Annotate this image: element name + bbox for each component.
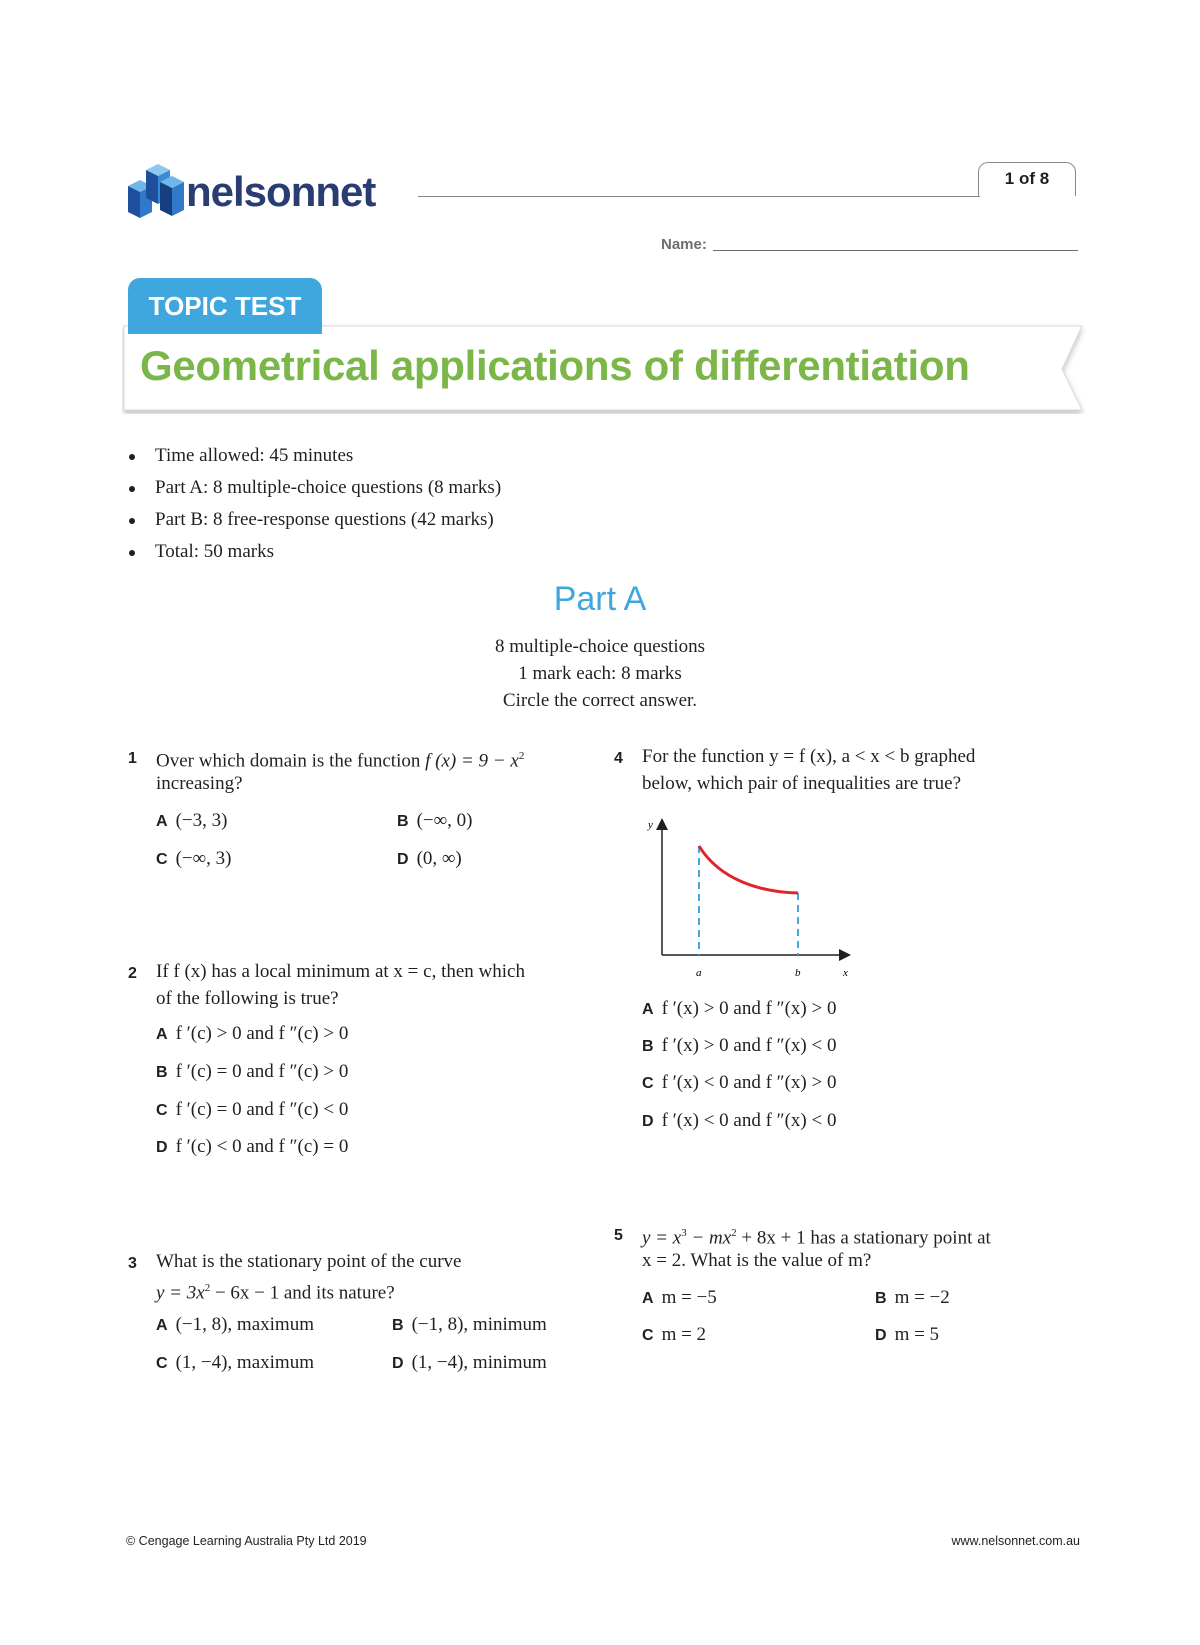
topic-test-badge: TOPIC TEST xyxy=(128,278,322,334)
option-d[interactable]: D (1, −4), minimum xyxy=(392,1352,547,1373)
option-a[interactable]: A f ′(c) > 0 and f ″(c) > 0 xyxy=(156,1023,349,1044)
option-b[interactable]: B (−∞, 0) xyxy=(397,810,473,831)
option-c[interactable]: C f ′(c) = 0 and f ″(c) < 0 xyxy=(156,1099,349,1120)
option-c[interactable]: C (−∞, 3) xyxy=(156,848,232,869)
info-item: Total: 50 marks xyxy=(126,536,501,568)
option-a[interactable]: A (−3, 3) xyxy=(156,810,228,831)
nelsonnet-logo xyxy=(126,156,416,226)
question-2-text: of the following is true? xyxy=(156,988,339,1009)
svg-text:nelsonnet: nelsonnet xyxy=(186,168,376,215)
name-label: Name: xyxy=(661,236,707,253)
question-2-text: If f (x) has a local minimum at x = c, then which xyxy=(156,961,525,982)
question-number: 4 xyxy=(614,750,623,767)
question-1-text: increasing? xyxy=(156,773,243,794)
question-number: 1 xyxy=(128,750,137,767)
page-title: Geometrical applications of differentiation xyxy=(140,342,970,389)
curve xyxy=(699,846,798,893)
footer-url[interactable]: www.nelsonnet.com.au xyxy=(951,1534,1080,1548)
question-3-text: $y = 3x^2 - 6x - 1$ and its nature? xyxy=(156,1282,395,1304)
option-b[interactable]: B f ′(c) = 0 and f ″(c) > 0 xyxy=(156,1061,349,1082)
part-a-subtitle: 1 mark each: 8 marks xyxy=(518,663,682,684)
info-item: Time allowed: 45 minutes xyxy=(126,440,501,472)
name-field-line[interactable] xyxy=(713,250,1078,251)
question-4-graph xyxy=(640,810,860,990)
option-c[interactable]: C m = 2 xyxy=(642,1324,707,1345)
b-label: b xyxy=(795,967,801,979)
a-label: a xyxy=(696,967,702,979)
option-b[interactable]: B m = −2 xyxy=(875,1287,950,1308)
question-5-text: x = 2. What is the value of m? xyxy=(642,1250,872,1271)
option-c[interactable]: C (1, −4), maximum xyxy=(156,1352,314,1373)
page-indicator: 1 of 8 xyxy=(978,162,1076,196)
footer-copyright: © Cengage Learning Australia Pty Ltd 2019 xyxy=(126,1534,367,1548)
test-info-list xyxy=(126,440,501,568)
logo-mark-icon xyxy=(128,164,184,218)
option-d[interactable]: D f ′(c) < 0 and f ″(c) = 0 xyxy=(156,1136,349,1157)
y-axis-label: y xyxy=(648,819,653,831)
option-a[interactable]: A f ′(x) > 0 and f ″(x) > 0 xyxy=(642,998,837,1019)
option-b[interactable]: B (−1, 8), minimum xyxy=(392,1314,547,1335)
question-number: 5 xyxy=(614,1227,623,1244)
question-1-text: Over which domain is the function f $(x) = 9 - x^2$ xyxy=(156,750,525,772)
option-c[interactable]: C f ′(x) < 0 and f ″(x) > 0 xyxy=(642,1072,837,1093)
option-a[interactable]: A m = −5 xyxy=(642,1287,717,1308)
option-d[interactable]: D (0, ∞) xyxy=(397,848,462,869)
question-5-text: $y = x^3 - mx^2 + 8x + 1$ has a stationary point at xyxy=(642,1227,991,1249)
info-item: Part B: 8 free-response questions (42 marks) xyxy=(126,504,501,536)
part-a-instruction: Circle the correct answer. xyxy=(502,690,698,711)
question-4-text: below, which pair of inequalities are true? xyxy=(642,773,962,794)
option-b[interactable]: B f ′(x) > 0 and f ″(x) < 0 xyxy=(642,1035,837,1056)
option-a[interactable]: A (−1, 8), maximum xyxy=(156,1314,314,1335)
question-4-text: For the function y = f (x), a < x < b graphed xyxy=(642,746,976,767)
question-3-text: What is the stationary point of the curve xyxy=(156,1251,462,1272)
header-rule xyxy=(418,196,980,197)
x-axis-label: x xyxy=(843,967,848,979)
part-a-subtitle: 8 multiple-choice questions xyxy=(494,636,705,657)
option-d[interactable]: D m = 5 xyxy=(875,1324,940,1345)
question-number: 3 xyxy=(128,1255,137,1272)
question-number: 2 xyxy=(128,965,137,982)
part-a-heading: Part A xyxy=(553,580,647,618)
info-item: Part A: 8 multiple-choice questions (8 marks) xyxy=(126,472,501,504)
option-d[interactable]: D f ′(x) < 0 and f ″(x) < 0 xyxy=(642,1110,837,1131)
